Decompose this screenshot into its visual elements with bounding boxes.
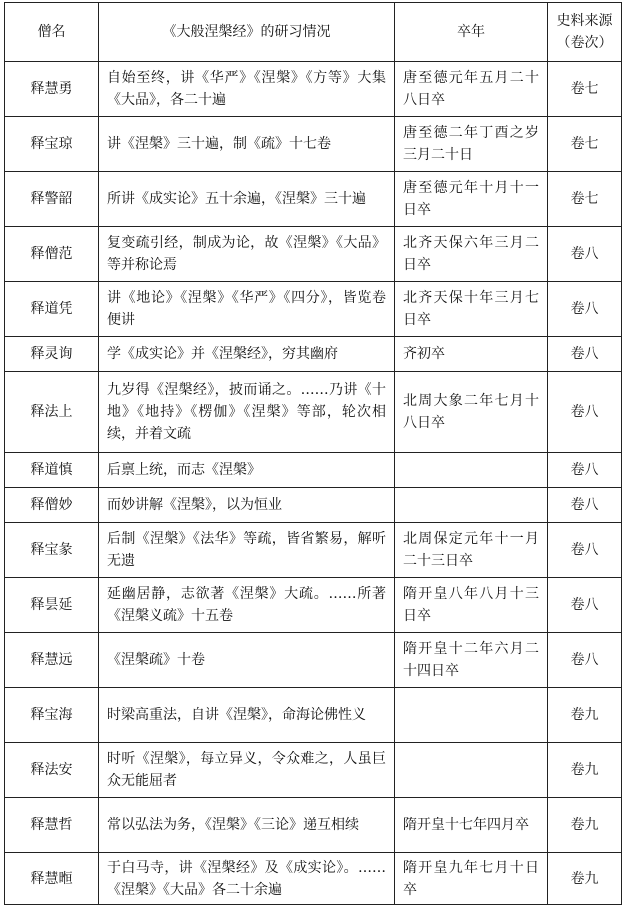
study-detail: 讲《涅槃》三十遍，制《疏》十七卷	[99, 117, 395, 172]
source-volume: 卷九	[548, 853, 622, 905]
monk-name: 释僧范	[5, 227, 99, 282]
monk-name: 释法上	[5, 372, 99, 453]
death-date: 齐初卒	[395, 337, 548, 372]
study-detail: 九岁得《涅槃经》，披而诵之。……乃讲《十地》《地持》《楞伽》《涅槃》等部，轮次相续，并着文疏	[99, 372, 395, 453]
table-row	[5, 798, 622, 853]
source-volume: 卷八	[548, 372, 622, 453]
table-row	[5, 488, 622, 523]
table-row	[5, 227, 622, 282]
source-volume: 卷九	[548, 688, 622, 743]
monk-name: 释昙延	[5, 578, 99, 633]
table-row	[5, 578, 622, 633]
header-source: 史料来源（卷次）	[548, 3, 622, 62]
source-volume: 卷八	[548, 633, 622, 688]
table-row	[5, 853, 622, 905]
source-volume: 卷八	[548, 488, 622, 523]
table-row	[5, 523, 622, 578]
monk-name: 释宝琼	[5, 117, 99, 172]
death-date	[395, 488, 548, 523]
monk-name: 释慧远	[5, 633, 99, 688]
monk-name: 释警韶	[5, 172, 99, 227]
table-row	[5, 688, 622, 743]
header-death: 卒年	[395, 3, 548, 62]
study-detail: 学《成实论》并《涅槃经》，穷其幽府	[99, 337, 395, 372]
study-detail: 常以弘法为务，《涅槃》《三论》递互相续	[99, 798, 395, 853]
study-detail: 而妙讲解《涅槃》，以为恒业	[99, 488, 395, 523]
monk-name: 释僧妙	[5, 488, 99, 523]
table-row	[5, 282, 622, 337]
study-detail: 延幽居静，志欲著《涅槃》大疏。……所著《涅槃义疏》十五卷	[99, 578, 395, 633]
table-row	[5, 172, 622, 227]
death-date: 北周大象二年七月十八日卒	[395, 372, 548, 453]
source-volume: 卷七	[548, 117, 622, 172]
source-volume: 卷八	[548, 523, 622, 578]
study-detail: 后制《涅槃》《法华》等疏，皆省繁易，解听无遗	[99, 523, 395, 578]
table-row	[5, 337, 622, 372]
header-monk: 僧名	[5, 3, 99, 62]
study-detail: 自始至终，讲《华严》《涅槃》《方等》大集《大品》，各二十遍	[99, 62, 395, 117]
table-row	[5, 372, 622, 453]
death-date: 唐至德元年五月二十八日卒	[395, 62, 548, 117]
study-detail: 于白马寺，讲《涅槃经》及《成实论》。……《涅槃》《大品》各二十余遍	[99, 853, 395, 905]
table-row	[5, 633, 622, 688]
source-volume: 卷八	[548, 337, 622, 372]
monk-study-table	[4, 2, 622, 905]
death-date: 唐至德二年丁酉之岁三月二十日	[395, 117, 548, 172]
source-volume: 卷八	[548, 227, 622, 282]
monk-name: 释宝海	[5, 688, 99, 743]
study-detail: 所讲《成实论》五十余遍，《涅槃》三十遍	[99, 172, 395, 227]
table-row	[5, 453, 622, 488]
death-date: 隋开皇十七年四月卒	[395, 798, 548, 853]
monk-name: 释道慎	[5, 453, 99, 488]
study-detail: 讲《地论》《涅槃》《华严》《四分》，皆览卷便讲	[99, 282, 395, 337]
source-volume: 卷八	[548, 578, 622, 633]
study-detail: 时听《涅槃》，每立异义，令众难之，人虽巨众无能屈者	[99, 743, 395, 798]
death-date	[395, 743, 548, 798]
death-date: 北齐天保十年三月七日卒	[395, 282, 548, 337]
source-volume: 卷七	[548, 62, 622, 117]
study-detail: 后禀上统，而志《涅槃》	[99, 453, 395, 488]
table-row	[5, 117, 622, 172]
source-volume: 卷七	[548, 172, 622, 227]
monk-name: 释慧勇	[5, 62, 99, 117]
death-date: 隋开皇九年七月十日卒	[395, 853, 548, 905]
monk-name: 释道凭	[5, 282, 99, 337]
death-date	[395, 453, 548, 488]
monk-name: 释慧哲	[5, 798, 99, 853]
study-detail: 《涅槃疏》十卷	[99, 633, 395, 688]
monk-name: 释法安	[5, 743, 99, 798]
monk-name: 释宝彖	[5, 523, 99, 578]
death-date: 唐至德元年十月十一日卒	[395, 172, 548, 227]
source-volume: 卷八	[548, 282, 622, 337]
source-volume: 卷九	[548, 798, 622, 853]
table-row	[5, 62, 622, 117]
death-date: 北周保定元年十一月二十三日卒	[395, 523, 548, 578]
table-header-row	[5, 3, 622, 62]
monk-name: 释灵询	[5, 337, 99, 372]
header-study: 《大般涅槃经》的研习情况	[99, 3, 395, 62]
death-date	[395, 688, 548, 743]
death-date: 隋开皇十二年六月二十四日卒	[395, 633, 548, 688]
death-date: 隋开皇八年八月十三日卒	[395, 578, 548, 633]
source-volume: 卷八	[548, 453, 622, 488]
study-detail: 时梁高重法，自讲《涅槃》，命海论佛性义	[99, 688, 395, 743]
table-row	[5, 743, 622, 798]
source-volume: 卷九	[548, 743, 622, 798]
monk-name: 释慧暅	[5, 853, 99, 905]
study-detail: 复变疏引经，制成为论，故《涅槃》《大品》等并称论焉	[99, 227, 395, 282]
death-date: 北齐天保六年三月二日卒	[395, 227, 548, 282]
